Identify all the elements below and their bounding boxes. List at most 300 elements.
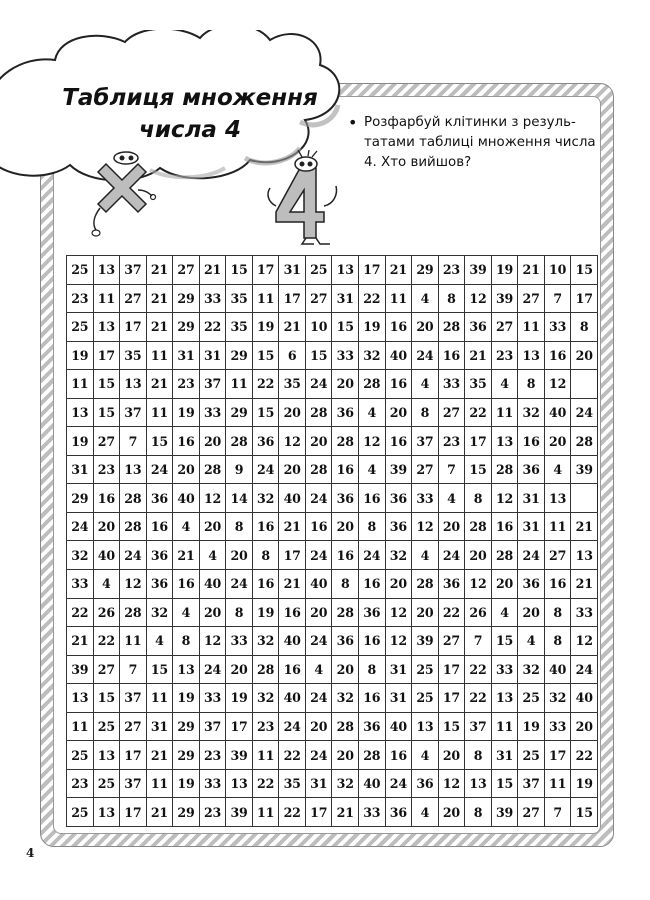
grid-cell[interactable]: 16: [491, 512, 518, 541]
grid-cell[interactable]: 14: [226, 484, 253, 513]
grid-cell[interactable]: 16: [173, 570, 200, 599]
grid-cell[interactable]: 8: [252, 541, 279, 570]
grid-cell[interactable]: 32: [544, 684, 571, 713]
grid-cell[interactable]: 37: [199, 712, 226, 741]
grid-cell[interactable]: 36: [332, 484, 359, 513]
grid-cell[interactable]: 15: [93, 398, 120, 427]
grid-cell[interactable]: 27: [120, 284, 147, 313]
grid-cell[interactable]: 40: [279, 627, 306, 656]
grid-cell[interactable]: 33: [67, 570, 94, 599]
grid-cell[interactable]: 25: [67, 256, 94, 285]
grid-cell[interactable]: 13: [93, 741, 120, 770]
grid-cell[interactable]: 39: [465, 256, 492, 285]
grid-cell[interactable]: 20: [571, 712, 598, 741]
grid-cell[interactable]: 27: [438, 627, 465, 656]
grid-cell[interactable]: 11: [67, 712, 94, 741]
grid-cell[interactable]: 13: [491, 684, 518, 713]
grid-cell[interactable]: 17: [120, 741, 147, 770]
grid-cell[interactable]: 25: [67, 798, 94, 827]
grid-cell[interactable]: 4: [173, 598, 200, 627]
grid-cell[interactable]: 39: [571, 455, 598, 484]
grid-cell[interactable]: 37: [120, 769, 147, 798]
grid-cell[interactable]: 21: [146, 313, 173, 342]
grid-cell[interactable]: 27: [518, 284, 545, 313]
grid-cell[interactable]: 13: [571, 541, 598, 570]
grid-cell[interactable]: 40: [279, 484, 306, 513]
grid-cell[interactable]: 22: [438, 598, 465, 627]
grid-cell[interactable]: 7: [544, 798, 571, 827]
grid-cell[interactable]: 22: [252, 769, 279, 798]
grid-cell[interactable]: 23: [173, 370, 200, 399]
grid-cell[interactable]: 27: [120, 712, 147, 741]
grid-cell[interactable]: 24: [571, 398, 598, 427]
grid-cell[interactable]: 32: [518, 398, 545, 427]
grid-cell[interactable]: 28: [252, 655, 279, 684]
grid-cell[interactable]: 4: [491, 370, 518, 399]
grid-cell[interactable]: 4: [412, 741, 439, 770]
grid-cell[interactable]: 21: [146, 370, 173, 399]
grid-cell[interactable]: 16: [359, 484, 386, 513]
grid-cell[interactable]: 15: [252, 398, 279, 427]
grid-cell[interactable]: 15: [571, 798, 598, 827]
grid-cell[interactable]: 21: [332, 798, 359, 827]
grid-cell[interactable]: 16: [359, 684, 386, 713]
grid-cell[interactable]: 13: [120, 455, 147, 484]
grid-cell[interactable]: 24: [199, 655, 226, 684]
grid-cell[interactable]: 24: [571, 655, 598, 684]
grid-cell[interactable]: 16: [146, 512, 173, 541]
grid-cell[interactable]: 39: [412, 627, 439, 656]
grid-cell[interactable]: 28: [359, 741, 386, 770]
grid-cell[interactable]: 10: [305, 313, 332, 342]
grid-cell[interactable]: 19: [252, 598, 279, 627]
grid-cell[interactable]: 28: [438, 313, 465, 342]
grid-cell[interactable]: 22: [199, 313, 226, 342]
grid-cell[interactable]: 33: [571, 598, 598, 627]
grid-cell[interactable]: 15: [438, 712, 465, 741]
grid-cell[interactable]: 31: [385, 655, 412, 684]
grid-cell[interactable]: 16: [173, 427, 200, 456]
grid-cell[interactable]: 28: [465, 512, 492, 541]
grid-cell[interactable]: 21: [518, 256, 545, 285]
grid-cell[interactable]: 28: [412, 570, 439, 599]
grid-cell[interactable]: 13: [93, 798, 120, 827]
grid-cell[interactable]: 28: [226, 427, 253, 456]
grid-cell[interactable]: 20: [305, 427, 332, 456]
grid-cell[interactable]: 33: [359, 798, 386, 827]
grid-cell[interactable]: 40: [173, 484, 200, 513]
grid-cell[interactable]: 11: [120, 627, 147, 656]
grid-cell[interactable]: 31: [491, 741, 518, 770]
grid-cell[interactable]: 20: [199, 598, 226, 627]
grid-cell[interactable]: 12: [279, 427, 306, 456]
grid-cell[interactable]: 40: [93, 541, 120, 570]
grid-cell[interactable]: 31: [173, 341, 200, 370]
grid-cell[interactable]: 4: [173, 512, 200, 541]
grid-cell[interactable]: 16: [305, 512, 332, 541]
grid-cell[interactable]: 22: [465, 398, 492, 427]
grid-cell[interactable]: 17: [279, 541, 306, 570]
grid-cell[interactable]: 20: [93, 512, 120, 541]
grid-cell[interactable]: 23: [199, 741, 226, 770]
grid-cell[interactable]: 33: [438, 370, 465, 399]
grid-cell[interactable]: 8: [226, 512, 253, 541]
grid-cell[interactable]: 32: [518, 655, 545, 684]
grid-cell[interactable]: 8: [359, 655, 386, 684]
grid-cell[interactable]: 16: [359, 627, 386, 656]
grid-cell[interactable]: 19: [67, 341, 94, 370]
grid-cell[interactable]: 29: [226, 341, 253, 370]
grid-cell[interactable]: 24: [305, 370, 332, 399]
grid-cell[interactable]: 21: [279, 313, 306, 342]
grid-cell[interactable]: 17: [438, 655, 465, 684]
grid-cell[interactable]: 13: [93, 256, 120, 285]
grid-cell[interactable]: 11: [544, 769, 571, 798]
grid-cell[interactable]: 24: [279, 712, 306, 741]
grid-cell[interactable]: 20: [438, 741, 465, 770]
grid-cell[interactable]: 24: [305, 741, 332, 770]
grid-cell[interactable]: 37: [465, 712, 492, 741]
grid-cell[interactable]: 27: [438, 398, 465, 427]
grid-cell[interactable]: 19: [67, 427, 94, 456]
grid-cell[interactable]: 31: [385, 684, 412, 713]
grid-cell[interactable]: 25: [518, 684, 545, 713]
grid-cell[interactable]: 12: [199, 484, 226, 513]
grid-cell[interactable]: 33: [199, 398, 226, 427]
grid-cell[interactable]: 16: [252, 512, 279, 541]
grid-cell[interactable]: 22: [279, 741, 306, 770]
grid-cell[interactable]: 24: [412, 341, 439, 370]
grid-cell[interactable]: 19: [571, 769, 598, 798]
grid-cell[interactable]: 28: [491, 541, 518, 570]
grid-cell[interactable]: 28: [359, 370, 386, 399]
grid-cell[interactable]: 22: [279, 798, 306, 827]
grid-cell[interactable]: 37: [518, 769, 545, 798]
grid-cell[interactable]: 29: [173, 313, 200, 342]
grid-cell[interactable]: 32: [146, 598, 173, 627]
grid-cell[interactable]: 32: [385, 541, 412, 570]
grid-cell[interactable]: 27: [544, 541, 571, 570]
grid-cell[interactable]: 33: [199, 284, 226, 313]
grid-cell[interactable]: 7: [465, 627, 492, 656]
grid-cell[interactable]: 17: [305, 798, 332, 827]
grid-cell[interactable]: 4: [359, 455, 386, 484]
grid-cell[interactable]: 23: [93, 455, 120, 484]
grid-cell[interactable]: 39: [385, 455, 412, 484]
grid-cell[interactable]: 13: [518, 341, 545, 370]
grid-cell[interactable]: 22: [465, 684, 492, 713]
grid-cell[interactable]: 20: [332, 370, 359, 399]
grid-cell[interactable]: 16: [385, 370, 412, 399]
grid-cell[interactable]: 19: [518, 712, 545, 741]
grid-cell[interactable]: 35: [465, 370, 492, 399]
grid-cell[interactable]: 17: [226, 712, 253, 741]
grid-cell[interactable]: 15: [491, 627, 518, 656]
grid-cell[interactable]: 28: [120, 598, 147, 627]
grid-cell[interactable]: 11: [544, 512, 571, 541]
grid-cell[interactable]: 21: [146, 256, 173, 285]
grid-cell[interactable]: 11: [491, 712, 518, 741]
grid-cell[interactable]: 29: [412, 256, 439, 285]
grid-cell[interactable]: 31: [332, 284, 359, 313]
grid-cell[interactable]: 11: [93, 284, 120, 313]
grid-cell[interactable]: 32: [252, 627, 279, 656]
grid-cell[interactable]: 22: [252, 370, 279, 399]
grid-cell[interactable]: 19: [173, 769, 200, 798]
grid-cell[interactable]: 24: [385, 769, 412, 798]
grid-cell[interactable]: 8: [359, 512, 386, 541]
grid-cell[interactable]: 16: [438, 341, 465, 370]
grid-cell[interactable]: 12: [385, 627, 412, 656]
grid-cell[interactable]: 16: [544, 570, 571, 599]
grid-cell[interactable]: 28: [305, 455, 332, 484]
grid-cell[interactable]: 31: [305, 769, 332, 798]
grid-cell[interactable]: 32: [332, 684, 359, 713]
grid-cell[interactable]: 16: [385, 313, 412, 342]
grid-cell[interactable]: 4: [359, 398, 386, 427]
grid-cell[interactable]: 4: [199, 541, 226, 570]
grid-cell[interactable]: 16: [93, 484, 120, 513]
grid-cell[interactable]: 27: [518, 798, 545, 827]
grid-cell[interactable]: 4: [438, 484, 465, 513]
grid-cell[interactable]: 12: [438, 769, 465, 798]
grid-cell[interactable]: 24: [305, 684, 332, 713]
grid-cell[interactable]: 11: [518, 313, 545, 342]
grid-cell[interactable]: 36: [385, 798, 412, 827]
grid-cell[interactable]: 35: [279, 769, 306, 798]
grid-cell[interactable]: 28: [332, 427, 359, 456]
grid-cell[interactable]: 19: [226, 684, 253, 713]
grid-cell[interactable]: 22: [67, 598, 94, 627]
grid-cell[interactable]: 12: [465, 284, 492, 313]
grid-cell[interactable]: 23: [438, 256, 465, 285]
grid-cell[interactable]: 8: [173, 627, 200, 656]
grid-cell[interactable]: 25: [305, 256, 332, 285]
grid-cell[interactable]: 21: [173, 541, 200, 570]
grid-cell[interactable]: 21: [199, 256, 226, 285]
grid-cell[interactable]: 20: [438, 512, 465, 541]
grid-cell[interactable]: 20: [305, 598, 332, 627]
grid-cell[interactable]: 16: [252, 570, 279, 599]
grid-cell[interactable]: 16: [544, 341, 571, 370]
grid-cell[interactable]: 33: [199, 684, 226, 713]
grid-cell[interactable]: 17: [359, 256, 386, 285]
grid-cell[interactable]: 40: [305, 570, 332, 599]
grid-cell[interactable]: 11: [146, 769, 173, 798]
grid-cell[interactable]: 37: [120, 256, 147, 285]
grid-cell[interactable]: 11: [146, 341, 173, 370]
grid-cell[interactable]: 12: [571, 627, 598, 656]
grid-cell[interactable]: 27: [491, 313, 518, 342]
grid-cell[interactable]: 35: [279, 370, 306, 399]
grid-cell[interactable]: 28: [120, 484, 147, 513]
grid-cell[interactable]: 40: [571, 684, 598, 713]
grid-cell[interactable]: 24: [438, 541, 465, 570]
grid-cell[interactable]: 8: [518, 370, 545, 399]
grid-cell[interactable]: 17: [252, 256, 279, 285]
grid-cell[interactable]: 36: [438, 570, 465, 599]
grid-cell[interactable]: 24: [305, 627, 332, 656]
grid-cell[interactable]: 39: [491, 284, 518, 313]
grid-cell[interactable]: 20: [385, 398, 412, 427]
grid-cell[interactable]: 29: [173, 284, 200, 313]
grid-cell[interactable]: 23: [67, 284, 94, 313]
grid-cell[interactable]: 31: [518, 512, 545, 541]
grid-cell[interactable]: 21: [146, 284, 173, 313]
grid-cell[interactable]: 28: [120, 512, 147, 541]
grid-cell[interactable]: 32: [252, 684, 279, 713]
grid-cell[interactable]: 12: [385, 598, 412, 627]
grid-cell[interactable]: 26: [465, 598, 492, 627]
grid-cell[interactable]: 20: [199, 512, 226, 541]
grid-cell[interactable]: 21: [571, 570, 598, 599]
grid-cell[interactable]: 22: [93, 627, 120, 656]
grid-cell[interactable]: 15: [93, 684, 120, 713]
grid-cell[interactable]: 39: [226, 798, 253, 827]
grid-cell[interactable]: 35: [120, 341, 147, 370]
grid-cell[interactable]: 36: [518, 570, 545, 599]
grid-cell[interactable]: 4: [518, 627, 545, 656]
grid-cell[interactable]: 11: [252, 741, 279, 770]
grid-cell[interactable]: 13: [93, 313, 120, 342]
grid-cell[interactable]: 15: [146, 655, 173, 684]
grid-cell[interactable]: 19: [491, 256, 518, 285]
grid-cell[interactable]: 27: [93, 655, 120, 684]
grid-cell[interactable]: 25: [93, 769, 120, 798]
grid-cell[interactable]: 23: [438, 427, 465, 456]
grid-cell[interactable]: 11: [252, 284, 279, 313]
grid-cell[interactable]: 35: [226, 313, 253, 342]
grid-cell[interactable]: 24: [305, 484, 332, 513]
grid-cell[interactable]: 33: [332, 341, 359, 370]
grid-cell[interactable]: 23: [491, 341, 518, 370]
grid-cell[interactable]: 4: [93, 570, 120, 599]
grid-cell[interactable]: 28: [571, 427, 598, 456]
grid-cell[interactable]: 12: [412, 512, 439, 541]
grid-cell[interactable]: 13: [67, 684, 94, 713]
grid-cell[interactable]: 20: [385, 570, 412, 599]
grid-cell[interactable]: 21: [385, 256, 412, 285]
grid-cell[interactable]: 21: [279, 570, 306, 599]
grid-cell[interactable]: 36: [146, 541, 173, 570]
grid-cell[interactable]: 19: [359, 313, 386, 342]
grid-cell[interactable]: 31: [146, 712, 173, 741]
grid-cell[interactable]: 12: [491, 484, 518, 513]
grid-cell[interactable]: 20: [544, 427, 571, 456]
grid-cell[interactable]: 31: [199, 341, 226, 370]
grid-cell[interactable]: 29: [67, 484, 94, 513]
grid-cell[interactable]: 20: [332, 512, 359, 541]
grid-cell[interactable]: 22: [359, 284, 386, 313]
grid-cell[interactable]: 24: [518, 541, 545, 570]
grid-cell[interactable]: 20: [491, 570, 518, 599]
grid-cell[interactable]: 36: [332, 398, 359, 427]
grid-cell[interactable]: 20: [438, 798, 465, 827]
grid-cell[interactable]: 13: [544, 484, 571, 513]
grid-cell[interactable]: 33: [412, 484, 439, 513]
grid-cell[interactable]: 28: [199, 455, 226, 484]
grid-cell[interactable]: 23: [67, 769, 94, 798]
grid-cell[interactable]: 25: [67, 741, 94, 770]
grid-cell[interactable]: 24: [67, 512, 94, 541]
grid-cell[interactable]: 8: [465, 484, 492, 513]
grid-cell[interactable]: 16: [518, 427, 545, 456]
grid-cell[interactable]: 15: [491, 769, 518, 798]
grid-cell[interactable]: 24: [305, 541, 332, 570]
grid-cell[interactable]: 39: [226, 741, 253, 770]
grid-cell[interactable]: 40: [279, 684, 306, 713]
grid-cell[interactable]: 39: [491, 798, 518, 827]
grid-cell[interactable]: 36: [465, 313, 492, 342]
grid-cell[interactable]: 21: [279, 512, 306, 541]
grid-cell[interactable]: 40: [199, 570, 226, 599]
grid-cell[interactable]: 20: [332, 741, 359, 770]
grid-cell[interactable]: 7: [120, 655, 147, 684]
grid-cell[interactable]: 15: [93, 370, 120, 399]
grid-cell[interactable]: 39: [67, 655, 94, 684]
grid-cell[interactable]: 24: [359, 541, 386, 570]
grid-cell[interactable]: 8: [544, 598, 571, 627]
grid-cell[interactable]: 36: [518, 455, 545, 484]
grid-cell[interactable]: 36: [385, 484, 412, 513]
grid-cell[interactable]: 4: [412, 370, 439, 399]
grid-cell[interactable]: 27: [305, 284, 332, 313]
grid-cell[interactable]: 25: [412, 655, 439, 684]
grid-cell[interactable]: 27: [93, 427, 120, 456]
grid-cell[interactable]: 25: [93, 712, 120, 741]
grid-cell[interactable]: 13: [465, 769, 492, 798]
grid-cell[interactable]: 36: [385, 512, 412, 541]
grid-cell[interactable]: 32: [252, 484, 279, 513]
grid-cell[interactable]: 20: [279, 455, 306, 484]
grid-cell[interactable]: 21: [67, 627, 94, 656]
grid-cell[interactable]: 11: [146, 684, 173, 713]
grid-cell[interactable]: 25: [67, 313, 94, 342]
grid-cell[interactable]: 36: [359, 598, 386, 627]
grid-cell[interactable]: 16: [385, 427, 412, 456]
grid-cell[interactable]: 15: [571, 256, 598, 285]
grid-cell[interactable]: 36: [146, 570, 173, 599]
grid-cell[interactable]: 12: [359, 427, 386, 456]
grid-cell[interactable]: 17: [93, 341, 120, 370]
grid-cell[interactable]: 4: [146, 627, 173, 656]
grid-cell[interactable]: 7: [544, 284, 571, 313]
grid-cell[interactable]: 32: [359, 341, 386, 370]
grid-cell[interactable]: 37: [199, 370, 226, 399]
grid-cell[interactable]: 15: [332, 313, 359, 342]
grid-cell[interactable]: 13: [491, 427, 518, 456]
grid-cell[interactable]: 11: [67, 370, 94, 399]
grid-cell[interactable]: 7: [438, 455, 465, 484]
grid-cell[interactable]: 4: [491, 598, 518, 627]
grid-cell[interactable]: 29: [226, 398, 253, 427]
grid-cell[interactable]: 24: [226, 570, 253, 599]
grid-cell[interactable]: 28: [332, 598, 359, 627]
grid-cell[interactable]: 17: [120, 798, 147, 827]
grid-cell[interactable]: 4: [412, 284, 439, 313]
grid-cell[interactable]: 23: [199, 798, 226, 827]
grid-cell[interactable]: 20: [332, 655, 359, 684]
grid-cell[interactable]: 36: [252, 427, 279, 456]
grid-cell[interactable]: 28: [491, 455, 518, 484]
grid-cell[interactable]: 21: [146, 741, 173, 770]
grid-cell[interactable]: 13: [67, 398, 94, 427]
grid-cell[interactable]: 26: [93, 598, 120, 627]
grid-cell[interactable]: 8: [465, 741, 492, 770]
grid-cell[interactable]: 31: [67, 455, 94, 484]
grid-cell[interactable]: 32: [67, 541, 94, 570]
grid-cell[interactable]: 21: [146, 798, 173, 827]
